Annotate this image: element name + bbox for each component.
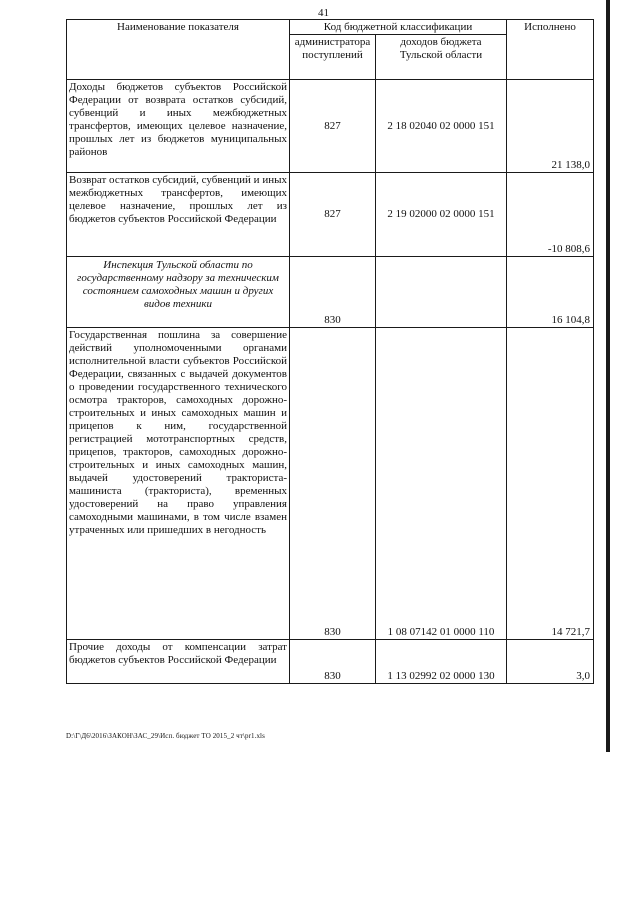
- budget-table: [66, 19, 594, 684]
- header-row-1: [67, 20, 594, 35]
- header-code-group: Код бюджетной классификации: [290, 20, 507, 35]
- row-code: 2 19 02000 02 0000 151: [376, 173, 507, 257]
- row-value: 3,0: [507, 640, 594, 684]
- file-path-footer: D:\Г\Д6\2016\ЗАКОН\ЗАС_29\Исп. бюджет ТО 2015_2 чт\pr1.xls: [66, 732, 265, 740]
- table-row: [67, 257, 594, 328]
- row-name: Прочие доходы от компенсации затрат бюджетов субъектов Российской Федерации: [67, 640, 290, 684]
- row-code: 1 08 07142 01 0000 110: [376, 328, 507, 640]
- table-row: [67, 173, 594, 257]
- row-admin: 827: [290, 173, 376, 257]
- row-value: 16 104,8: [507, 257, 594, 328]
- row-value: -10 808,6: [507, 173, 594, 257]
- row-admin: 830: [290, 257, 376, 328]
- table-row: [67, 80, 594, 173]
- row-name: Государственная пошлина за совершение действий уполномоченными органами исполнительной власти субъектов Российской Федерации, связанных с выдачей документов о проведении государственного технического осмотра тракторов, самоходных дорожно-строительных и иных самоходных машин и прицепов к ним, государственной регистрацией мототранспортных средств, прицепов, тракторов, самоходных дорожно-строительных и иных самоходных машин, выдачей удостоверений тракториста-машиниста (тракториста), временных удостоверений на право управления самоходными машинами, в том числе взамен утраченных или пришедших в негодность: [67, 328, 290, 640]
- table-row: [67, 640, 594, 684]
- row-admin: 827: [290, 80, 376, 173]
- header-income: доходов бюджета Тульской области: [376, 35, 507, 80]
- row-value: 21 138,0: [507, 80, 594, 173]
- page-number: 41: [318, 7, 329, 19]
- header-admin: администратора поступлений: [290, 35, 376, 80]
- scan-edge-bar: [606, 0, 610, 752]
- row-value: 14 721,7: [507, 328, 594, 640]
- row-admin: 830: [290, 328, 376, 640]
- header-name: Наименование показателя: [67, 20, 290, 80]
- row-code: [376, 257, 507, 328]
- table-row: [67, 328, 594, 640]
- row-name: Инспекция Тульской области по государственному надзору за техническим состоянием самоходных машин и других видов техники: [67, 257, 290, 328]
- row-admin: 830: [290, 640, 376, 684]
- row-name: Доходы бюджетов субъектов Российской Федерации от возврата остатков субсидий, субвенций и иных межбюджетных трансфертов, имеющих целевое назначение, прошлых лет из бюджетов муниципальных районов: [67, 80, 290, 173]
- header-executed: Исполнено: [507, 20, 594, 80]
- row-code: 2 18 02040 02 0000 151: [376, 80, 507, 173]
- row-code: 1 13 02992 02 0000 130: [376, 640, 507, 684]
- row-name: Возврат остатков субсидий, субвенций и иных межбюджетных трансфертов, имеющих целевое назначение, прошлых лет из бюджетов субъектов Российской Федерации: [67, 173, 290, 257]
